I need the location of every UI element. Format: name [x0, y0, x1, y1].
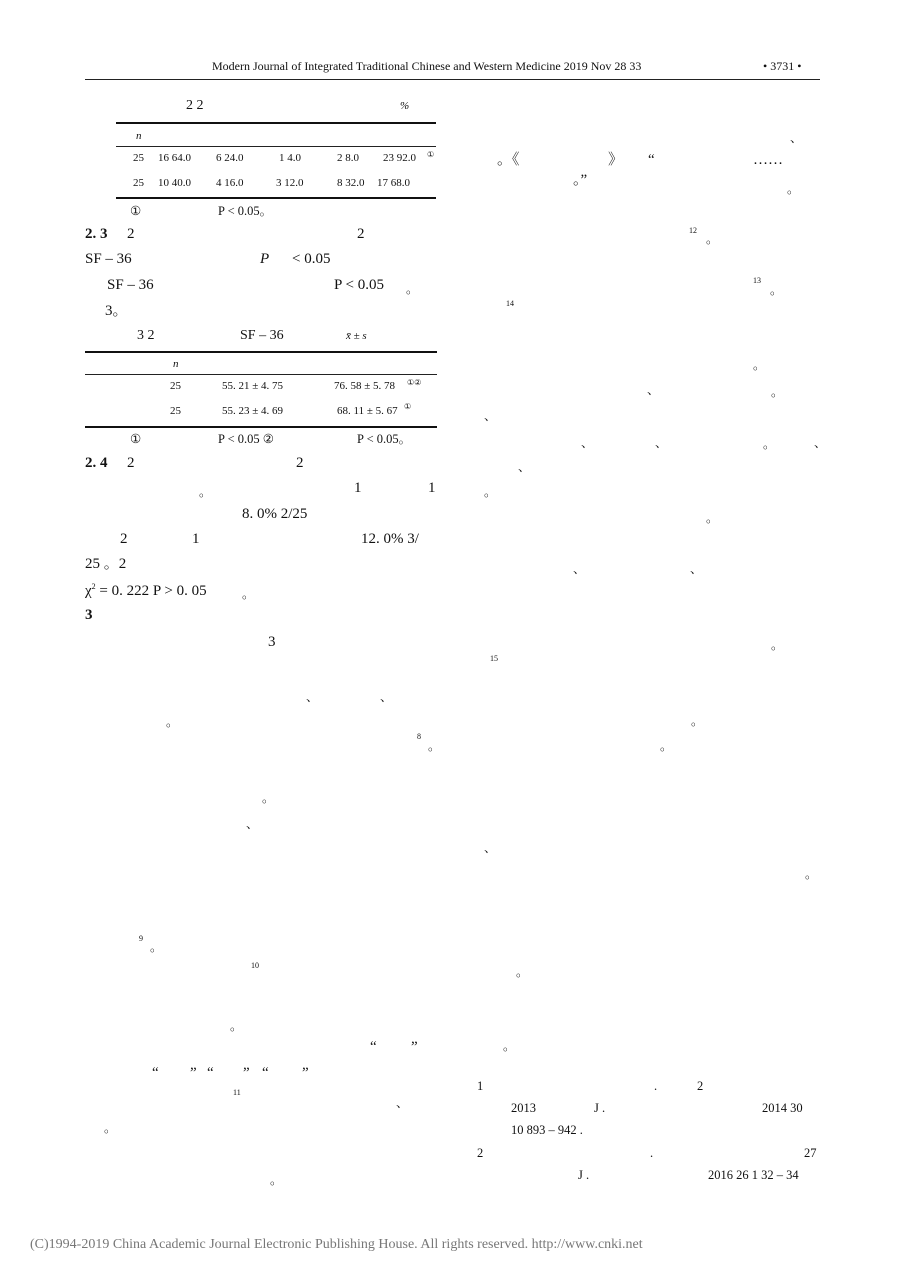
citation-superscript: 12	[689, 226, 697, 235]
section-3-number: 3	[85, 607, 93, 623]
table2-cell: 4 16.0	[216, 177, 244, 189]
table2-head-rule	[116, 146, 436, 147]
section-text: 。	[242, 587, 255, 601]
section-text: 。	[199, 485, 212, 499]
reference-text: 2016 26 1 32 – 34	[708, 1168, 799, 1182]
table3-head-rule	[85, 374, 437, 375]
section-text: 、	[396, 1096, 409, 1110]
right-column-text: 》	[608, 152, 624, 168]
table3-cell: 76. 58 ± 5. 78	[334, 380, 396, 392]
table3-cell: 68. 11 ± 5. 67	[337, 405, 398, 417]
table3-cell: 25	[170, 405, 181, 417]
table3-note: P < 0.05 ②	[218, 432, 274, 446]
right-column-text: “	[648, 152, 655, 168]
section-text: 2	[127, 455, 135, 471]
section-text: SF – 36	[85, 251, 132, 267]
section-text: 2	[357, 226, 365, 242]
section-text: 。	[230, 1019, 243, 1033]
section-text	[85, 583, 207, 599]
section-text: ”	[190, 1065, 197, 1081]
section-text: 、	[246, 817, 259, 831]
right-column-text: 。	[484, 485, 497, 499]
right-column-text: 、	[573, 562, 586, 576]
table2-cell: 6 24.0	[216, 152, 244, 164]
right-column-text: 。	[660, 739, 673, 753]
section-text: “	[207, 1065, 214, 1081]
right-column-text: 。	[753, 358, 766, 372]
table3-note: P < 0.05。	[357, 432, 412, 446]
table3-title-stat: x̄ ± s	[346, 330, 367, 342]
section-text: SF – 36	[107, 277, 154, 293]
right-column-text: 、	[790, 131, 803, 145]
section-text: 1	[428, 480, 436, 496]
section-text: 、	[306, 690, 319, 704]
right-column-text: 。”	[573, 172, 588, 188]
section-text: ”	[243, 1065, 250, 1081]
chi-value: = 0. 222 P > 0. 05	[95, 583, 207, 599]
right-column-text: 。	[805, 867, 818, 881]
reference-text: J .	[594, 1101, 606, 1115]
right-column-text: 、	[690, 562, 703, 576]
reference-text: 2014 30	[762, 1101, 803, 1115]
right-column-text: 。	[771, 638, 784, 652]
table2-cell: 17 68.0	[377, 177, 410, 189]
right-column-text: 。	[516, 965, 529, 979]
right-column-text: 、	[655, 436, 668, 450]
section-2-4-number: 2. 4	[85, 455, 108, 471]
section-text: 。	[428, 739, 441, 753]
section-text: 2	[296, 455, 304, 471]
citation-superscript: 10	[251, 961, 259, 970]
table2-note-mark: ①	[130, 204, 142, 218]
section-text: 1	[354, 480, 362, 496]
right-column-text: 。	[771, 385, 784, 399]
copyright-footer: (C)1994-2019 China Academic Journal Electronic Publishing House. All rights reserved. http://www.cnki.net	[30, 1237, 643, 1252]
table2-cell: 2 8.0	[337, 152, 359, 164]
section-2-3-number: 2. 3	[85, 226, 108, 242]
table2-cell: 25	[133, 177, 144, 189]
citation-superscript: 14	[506, 299, 514, 308]
header-rule	[85, 79, 820, 80]
right-column-text: 、	[647, 383, 660, 397]
reference-number: 1	[477, 1079, 484, 1093]
citation-superscript: 15	[490, 654, 498, 663]
table2-bottom-rule	[116, 197, 436, 199]
table2-cell: 3 12.0	[276, 177, 304, 189]
table3-cell: 55. 21 ± 4. 75	[222, 380, 284, 392]
section-text: 。	[262, 791, 275, 805]
section-text: 1	[192, 531, 200, 547]
running-header-page-number: • 3731 •	[763, 59, 802, 73]
right-column-text: 。	[763, 437, 776, 451]
table2-significance-mark: ①	[427, 150, 435, 159]
right-column-text: 。《	[497, 152, 520, 168]
table2-cell: 25	[133, 152, 144, 164]
section-text: “	[262, 1065, 269, 1081]
citation-superscript: 8	[417, 732, 421, 741]
table2-cell: 1 4.0	[279, 152, 301, 164]
citation-superscript: 9	[139, 934, 143, 943]
reference-text: 2013	[511, 1101, 536, 1115]
reference-text: 10 893 – 942 .	[511, 1123, 583, 1137]
right-column-text: ……	[753, 152, 783, 168]
right-column-text: 。	[503, 1039, 516, 1053]
citation-superscript: 13	[753, 276, 761, 285]
right-column-text: 、	[518, 460, 531, 474]
table3-significance-mark: ①②	[407, 378, 422, 387]
section-text: ”	[411, 1039, 418, 1055]
table2-top-rule	[116, 122, 436, 124]
running-header-journal: Modern Journal of Integrated Traditional Chinese and Western Medicine 2019 Nov 28 33	[212, 59, 642, 73]
section-text: < 0.05	[292, 251, 331, 267]
section-text: 8. 0% 2/25	[242, 506, 308, 522]
reference-text: J .	[578, 1168, 590, 1182]
table2-title: 2 2	[186, 98, 204, 113]
citation-superscript: 11	[233, 1088, 241, 1097]
section-text: 3	[268, 634, 276, 650]
section-text: P	[260, 251, 270, 267]
chi-symbol: χ	[85, 583, 92, 599]
table3-title: SF – 36	[240, 328, 284, 343]
reference-text: .	[654, 1079, 658, 1093]
section-text: 3。	[105, 303, 128, 319]
table3-cell: 55. 23 ± 4. 69	[222, 405, 284, 417]
right-column-text: 、	[484, 841, 497, 855]
section-text: “	[370, 1039, 377, 1055]
section-text: ”	[302, 1065, 309, 1081]
table3-title: 3 2	[137, 328, 155, 343]
section-text: 、	[380, 690, 393, 704]
table3-head-n: n	[173, 358, 179, 370]
section-text: 。	[406, 282, 419, 296]
table2-cell: 23 92.0	[383, 152, 416, 164]
table2-note-p: P < 0.05。	[218, 204, 273, 218]
chi-superscript: 2	[91, 582, 96, 591]
section-text: 12. 0% 3/	[361, 531, 419, 547]
right-column-text: 、	[484, 409, 497, 423]
section-text: 。	[104, 1121, 117, 1135]
table2-cell: 10 40.0	[158, 177, 191, 189]
section-text: 。	[166, 715, 179, 729]
table3-bottom-rule	[85, 426, 437, 428]
table2-head-n: n	[136, 130, 142, 142]
table3-cell: 25	[170, 380, 181, 392]
table2-cell: 16 64.0	[158, 152, 191, 164]
reference-text: .	[650, 1146, 654, 1160]
table2-unit: %	[400, 100, 410, 112]
table3-top-rule	[85, 351, 437, 353]
right-column-text: 。	[691, 714, 704, 728]
right-column-text: 。	[706, 232, 719, 246]
section-text: 2	[127, 226, 135, 242]
table3-note: ①	[130, 432, 142, 446]
table2-cell: 8 32.0	[337, 177, 365, 189]
table3-significance-mark: ①	[404, 402, 412, 411]
section-text: 2	[120, 531, 128, 547]
section-text: 。	[270, 1173, 283, 1187]
reference-number: 2	[477, 1146, 484, 1160]
right-column-text: 。	[787, 182, 800, 196]
reference-text: 27	[804, 1146, 817, 1160]
right-column-text: 、	[814, 436, 827, 450]
right-column-text: 。	[706, 511, 719, 525]
section-text: “	[152, 1065, 159, 1081]
reference-text: 2	[697, 1079, 704, 1093]
section-text: 。	[150, 940, 163, 954]
right-column-text: 、	[581, 436, 594, 450]
right-column-text: 。	[770, 283, 783, 297]
section-text: P < 0.05	[334, 277, 384, 293]
section-text: 25 。2	[85, 556, 127, 572]
